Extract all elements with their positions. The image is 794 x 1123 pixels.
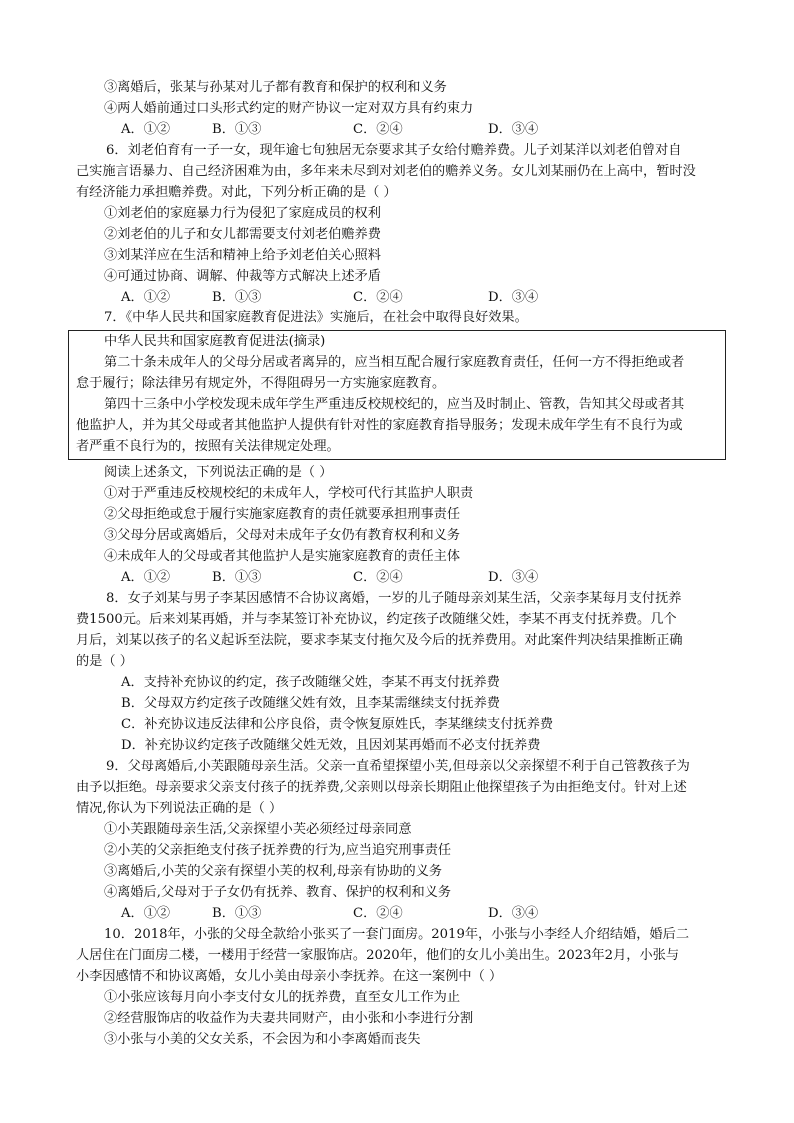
q9-stem-line-1: 9．父母离婚后,小芙跟随母亲生活。父亲一直希望探望小芙,但母亲以父亲探望不利于自己管教孩子为	[106, 759, 690, 774]
q8-stem-line-3: 月后，刘某以孩子的名义起诉至法院，要求李某支付拖欠及今后的抚养费用。对此案件判决结果推断正确	[76, 633, 683, 648]
q9-item-4: ④离婚后,父母对于子女仍有抚养、教育、保护的权利和义务	[104, 885, 452, 900]
q7-item-1: ①对于严重违反校规校纪的未成年人，学校可代行其监护人职责	[104, 486, 474, 501]
q7-option-d: D．③④	[488, 570, 539, 585]
q6-item-4: ④可通过协商、调解、仲裁等方式解决上述矛盾	[104, 269, 381, 284]
q5-option-c: C．②④	[353, 122, 403, 137]
q10-stem-line-1: 10．2018年，小张的父母全款给小张买了一套门面房。2019年，小张与小李经人介绍结婚，婚后二	[104, 927, 690, 942]
q7-stem: 7．《中华人民共和国家庭教育促进法》实施后，在社会中取得良好效果。	[104, 310, 528, 325]
q6-option-c: C．②④	[353, 290, 403, 305]
law-article-43-line-1: 第四十三条中小学校发现未成年学生严重违反校规校纪的，应当及时制止、管教，告知其父母或者其	[104, 397, 685, 412]
q10-item-2: ②经营服饰店的收益作为夫妻共同财产，由小张和小李进行分割	[104, 1011, 474, 1026]
q9-option-a: A．①②	[121, 906, 171, 921]
q6-stem-line-2: 己实施言语暴力、自己经济困难为由，多年来未尽到对刘老伯的赡养义务。女儿刘某丽仍在上高中，暂时没	[76, 164, 696, 179]
q5-option-b: B．①③	[212, 122, 262, 137]
q7-item-4: ④未成年人的父母或者其他监护人是实施家庭教育的责任主体	[104, 549, 461, 564]
law-article-20-line-1: 第二十条未成年人的父母分居或者离异的，应当相互配合履行家庭教育责任，任何一方不得拒绝或者	[104, 355, 685, 370]
q8-option-a: A．支持补充协议的约定，孩子改随继父姓，李某不再支付抚养费	[121, 675, 500, 690]
q9-option-b: B．①③	[212, 906, 262, 921]
q6-item-2: ②刘老伯的儿子和女儿都需要支付刘老伯赡养费	[104, 227, 381, 242]
q6-stem-line-1: 6．刘老伯育有一子一女，现年逾七旬独居无奈要求其子女给付赡养费。儿子刘某洋以刘老伯曾对自	[106, 143, 682, 158]
q8-stem-line-2: 费1500元。后来刘某再婚，并与李某签订补充协议，约定孩子改随继父姓，李某不再支付抚养费。几个	[76, 612, 677, 627]
q10-item-1: ①小张应该每月向小李支付女儿的抚养费，直至女儿工作为止	[104, 990, 461, 1005]
q5-item-4: ④两人婚前通过口头形式约定的财产协议一定对双方具有约束力	[104, 101, 474, 116]
law-article-20-line-2: 怠于履行；除法律另有规定外，不得阻碍另一方实施家庭教育。	[76, 376, 446, 391]
q5-item-3: ③离婚后，张某与孙某对儿子都有教育和保护的权利和义务	[104, 80, 447, 95]
law-article-43-line-2: 他监护人，并为其父母或者其他监护人提供有针对性的家庭教育指导服务；发现未成年学生有不良行为或	[76, 418, 683, 433]
q9-option-d: D．③④	[488, 906, 539, 921]
q10-stem-line-2: 人居住在门面房二楼，一楼用于经营一家服饰店。2020年，他们的女儿小美出生。2023年2月，小张与	[76, 948, 680, 963]
q9-item-3: ③离婚后,小芙的父亲有探望小芙的权利,母亲有协助的义务	[104, 864, 443, 879]
q6-option-a: A．①②	[121, 290, 171, 305]
q9-item-1: ①小芙跟随母亲生活,父亲探望小芙必须经过母亲同意	[104, 822, 412, 837]
q9-stem-line-3: 情况,你认为下列说法正确的是（ ）	[76, 801, 283, 816]
law-article-43-line-3: 者严重不良行为的，按照有关法律规定处理。	[76, 439, 340, 454]
q9-stem-line-2: 由予以拒绝。母亲要求父亲支付孩子的抚养费,父亲则以母亲长期阻止他探望孩子为由拒绝支付。针对上述	[76, 780, 687, 795]
q7-question: 阅读上述条文，下列说法正确的是（ ）	[104, 465, 333, 480]
q7-option-c: C．②④	[353, 570, 403, 585]
q7-option-a: A．①②	[121, 570, 171, 585]
q7-item-3: ③父母分居或离婚后，父母对未成年子女仍有教育权利和义务	[104, 528, 461, 543]
q8-stem-line-4: 的是（ ）	[76, 654, 133, 669]
q6-stem-line-3: 有经济能力承担赡养费。对此，下列分析正确的是（ ）	[76, 185, 397, 200]
q5-option-d: D．③④	[488, 122, 539, 137]
q5-option-a: A．①②	[121, 122, 171, 137]
q6-item-3: ③刘某洋应在生活和精神上给予刘老伯关心照料	[104, 248, 381, 263]
q10-item-3: ③小张与小美的父女关系，不会因为和小李离婚而丧失	[104, 1032, 421, 1047]
q6-item-1: ①刘老伯的家庭暴力行为侵犯了家庭成员的权利	[104, 206, 381, 221]
q8-stem-line-1: 8．女子刘某与男子李某因感情不合协议离婚，一岁的儿子随母亲刘某生活，父亲李某每月支付抚养	[106, 591, 682, 606]
q10-stem-line-3: 小李因感情不和协议离婚，女儿小美由母亲小李抚养。在这一案例中（ ）	[76, 969, 503, 984]
q8-option-b: B．父母双方约定孩子改随继父姓有效，且李某需继续支付抚养费	[121, 696, 500, 711]
q6-option-d: D．③④	[488, 290, 539, 305]
q9-item-2: ②小芙的父亲拒绝支付孩子抚养费的行为,应当追究刑事责任	[104, 843, 452, 858]
q8-option-c: C．补充协议违反法律和公序良俗，责令恢复原姓氏，李某继续支付抚养费	[121, 717, 554, 732]
q7-option-b: B．①③	[212, 570, 262, 585]
law-excerpt-title: 中华人民共和国家庭教育促进法(摘录)	[104, 334, 326, 349]
q6-option-b: B．①③	[212, 290, 262, 305]
q7-item-2: ②父母拒绝或怠于履行实施家庭教育的责任就要承担刑事责任	[104, 507, 461, 522]
q8-option-d: D．补充协议约定孩子改随继父姓无效，且因刘某再婚而不必支付抚养费	[121, 738, 541, 753]
q9-option-c: C．②④	[353, 906, 403, 921]
